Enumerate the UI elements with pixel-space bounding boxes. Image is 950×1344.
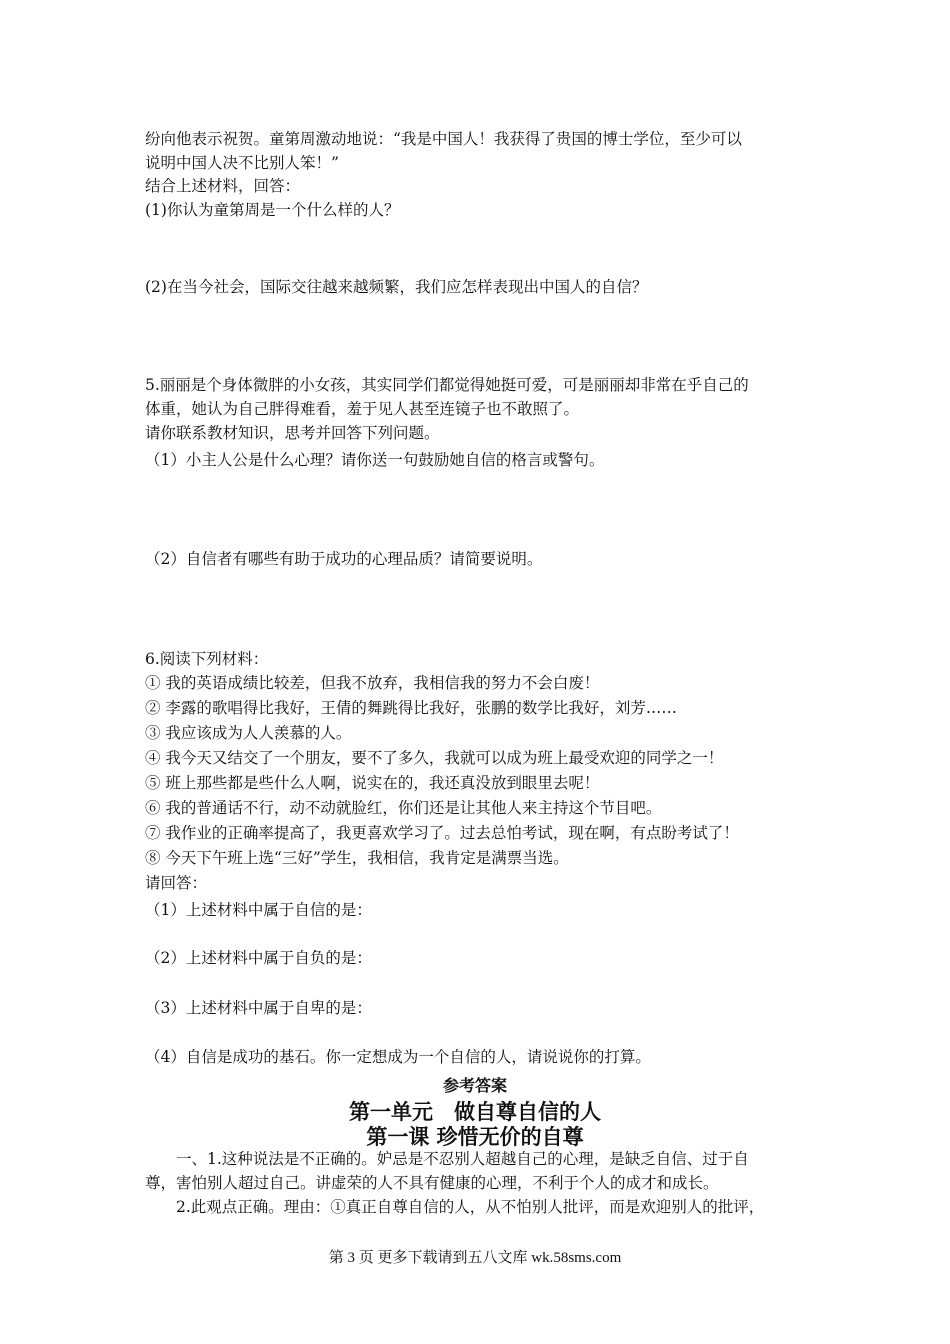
text-line: 5.丽丽是个身体微胖的小女孩，其实同学们都觉得她挺可爱，可是丽丽却非常在乎自己的 — [145, 376, 749, 394]
text-line: (1)你认为童第周是一个什么样的人？ — [145, 201, 400, 219]
text-line: ⑤ 班上那些都是些什么人啊，说实在的，我还真没放到眼里去呢！ — [145, 774, 600, 792]
text-line: 纷向他表示祝贺。童第周激动地说：“我是中国人！我获得了贵国的博士学位，至少可以 — [145, 130, 742, 148]
text-line: （2）上述材料中属于自负的是： — [145, 949, 372, 967]
text-line: ③ 我应该成为人人羡慕的人。 — [145, 724, 352, 742]
text-line: ② 李露的歌唱得比我好，王倩的舞跳得比我好，张鹏的数学比我好，刘芳…… — [145, 699, 677, 717]
answer-line: 一、1.这种说法是不正确的。妒忌是不忍别人超越自己的心理，是缺乏自信、过于自 — [176, 1150, 749, 1168]
text-line: ⑧ 今天下午班上选“三好”学生，我相信，我肯定是满票当选。 — [145, 849, 569, 867]
text-line: 体重，她认为自己胖得难看，羞于见人甚至连镜子也不敢照了。 — [145, 400, 580, 418]
lesson-title: 第一课 珍惜无价的自尊 — [366, 1125, 584, 1149]
text-line: ⑥ 我的普通话不行，动不动就脸红，你们还是让其他人来主持这个节目吧。 — [145, 799, 662, 817]
answer-line: 2.此观点正确。理由：①真正自尊自信的人，从不怕别人批评，而是欢迎别人的批评， — [176, 1198, 765, 1216]
text-line: 请回答： — [145, 874, 208, 892]
text-line: （1）小主人公是什么心理？请你送一句鼓励她自信的格言或警句。 — [145, 451, 605, 469]
text-line: 说明中国人决不比别人笨！” — [145, 154, 339, 172]
text-line: 6.阅读下列材料： — [145, 650, 269, 668]
text-line: ④ 我今天又结交了一个朋友，要不了多久，我就可以成为班上最受欢迎的同学之一！ — [145, 749, 724, 767]
text-line: （3）上述材料中属于自卑的是： — [145, 999, 372, 1017]
answer-key-label: 参考答案 — [442, 1076, 507, 1095]
text-line: 请你联系教材知识，思考并回答下列问题。 — [145, 424, 440, 442]
text-line: ⑦ 我作业的正确率提高了，我更喜欢学习了。过去总怕考试，现在啊，有点盼考试了！ — [145, 824, 739, 842]
text-line: (2)在当今社会，国际交往越来越频繁，我们应怎样表现出中国人的自信？ — [145, 278, 648, 296]
answer-line: 尊，害怕别人超过自己。讲虚荣的人不具有健康的心理，不利于个人的成才和成长。 — [145, 1174, 719, 1192]
page-footer: 第 3 页 更多下载请到五八文库 wk.58sms.com — [328, 1250, 622, 1266]
text-line: （1）上述材料中属于自信的是： — [145, 901, 372, 919]
unit-title: 第一单元 做自尊自信的人 — [349, 1100, 601, 1124]
text-line: 结合上述材料，回答： — [145, 177, 301, 195]
text-line: （4）自信是成功的基石。你一定想成为一个自信的人，请说说你的打算。 — [145, 1048, 651, 1066]
text-line: ① 我的英语成绩比较差，但我不放弃，我相信我的努力不会白废！ — [145, 674, 600, 692]
text-line: （2）自信者有哪些有助于成功的心理品质？请简要说明。 — [145, 550, 543, 568]
